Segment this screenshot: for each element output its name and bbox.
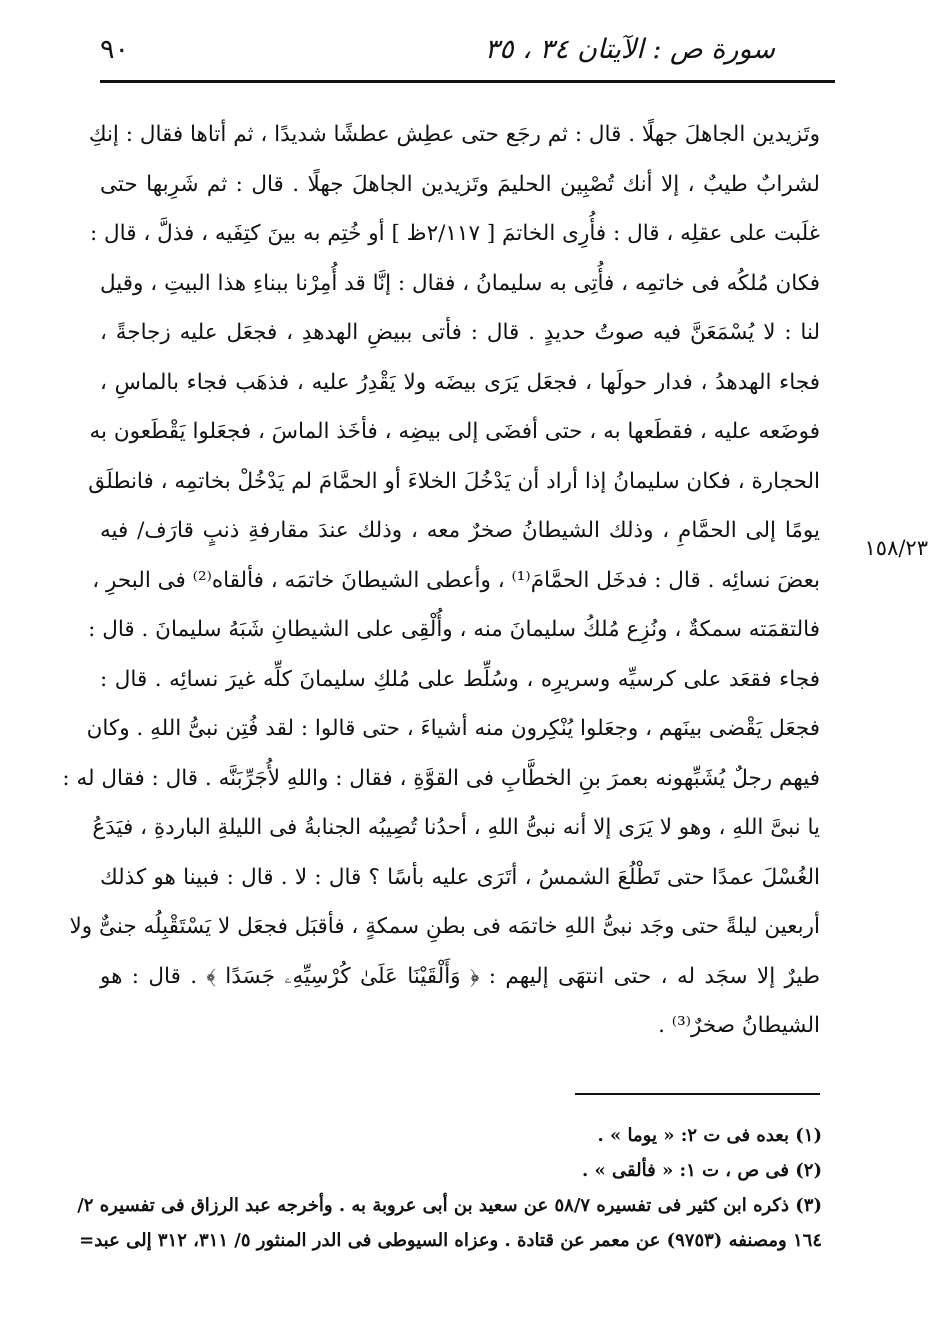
text-line: أربعين ليلةً حتى وجَد نبىُّ اللهِ خاتمَه فى بطنِ سمكةٍ ، فأقبَل فجعَل لا يَسْتَقْبِلُه جنىٌّ ولا bbox=[69, 914, 820, 939]
text-line: الحجارة ، فكان سليمانُ إذا أراد أن يَدْخُلَ الخلاءَ أو الحمَّامَ لم يَدْخُلْ بخاتمِه ، فانطلَق bbox=[88, 468, 820, 494]
text-line: فيهم رجلٌ يُشَبِّهونه بعمرَ بنِ الخطَّابِ فى القوَّةِ ، فقال : واللهِ لأُجَرِّبَنَّه . قال : فقال له : bbox=[62, 765, 820, 791]
main-text bbox=[62, 110, 820, 1051]
text-line: فجعَل يَقْضى بينَهم ، وجعَلوا يُنْكِرون منه أشياءَ ، حتى قالوا : لقد فُتِن نبىُّ اللهِ . وكان bbox=[86, 716, 820, 741]
text-line: طيرٌ إلا سجَد له ، حتى انتهَى إليهم : ﴿ وَأَلْقَيْنَا عَلَىٰ كُرْسِيِّهِۦ جَسَدًا ﴾ . قال : هو bbox=[100, 963, 820, 989]
footnote: ١٦٤ ومصنفه (٩٧٥٣) عن معمر عن قتادة . وعزاه السيوطى فى الدر المنثور ٥/ ٣١١، ٣١٢ إلى عبد= bbox=[79, 1230, 822, 1251]
page-header bbox=[100, 30, 835, 74]
text-line: فوضَعه عليه ، فقطَعها به ، حتى أفضَى إلى بيضِه ، فأخَذ الماسَ ، فجعَلوا يَقْطَعون به bbox=[89, 419, 820, 444]
text-line: يومًا إلى الحمَّامِ ، وذلك الشيطانُ صخرٌ معه ، وذلك عندَ مقارفةِ ذنبٍ قارَف/ فيه bbox=[100, 518, 820, 543]
text-line: غلَبت على عقلِه ، قال : فأُرِى الخاتمَ [ ٢/١١٧ظ ] أو خُتِم به بينَ كتِفَيه ، فذلَّ ، قال : bbox=[89, 221, 820, 246]
page-number: ٩٠ bbox=[100, 34, 130, 65]
footnote-rule bbox=[575, 1093, 820, 1095]
text-line: لشرابٌ طيبٌ ، إلا أنك تُصْبِين الحليمَ وتَزيدين الجاهلَ جهلًا . قال : ثم شَرِبها حتى bbox=[100, 171, 820, 197]
running-title: سورة ص : الآيتان ٣٤ ، ٣٥ bbox=[484, 34, 775, 65]
text-line: بعضَ نسائِه . قال : فدخَل الحمَّامَ⁽¹⁾ ، وأعطى الشيطانَ خاتمَه ، فألقاه⁽²⁾ فى البحرِ ، bbox=[92, 567, 820, 593]
text-line: فجاء الهدهدُ ، فدار حولَها ، فجعَل يَرَى بيضَه ولا يَقْدِرُ عليه ، فذهَب فجاء بالماسِ ، bbox=[100, 369, 820, 395]
footnotes bbox=[77, 1118, 822, 1258]
margin-reference: ١٥٨/٢٣ bbox=[864, 536, 928, 560]
text-line: يا نبىَّ اللهِ ، وهو لا يَرَى إلا أنه نبىُّ اللهِ ، أحدُنا تُصِيبُه الجنابةُ فى الليلةِ الباردةِ ، فيَدَعُ bbox=[92, 815, 820, 840]
footnote: (٣) ذكره ابن كثير فى تفسيره ٥٨/٧ عن سعيد بن أبى عروبة به . وأخرجه عبد الرزاق فى تفسيره ٢/ bbox=[77, 1195, 822, 1216]
text-line: فكان مُلكُه فى خاتمِه ، فأُتِى به سليمانُ ، فقال : إنَّا قد أُمِرْنا ببناءِ هذا البيتِ ، وقيل bbox=[100, 270, 820, 296]
footnote: (١) بعده فى ت ٢: « يوما » . bbox=[597, 1125, 822, 1146]
text-line: وتَزيدين الجاهلَ جهلًا . قال : ثم رجَع حتى عطِش عطشًا شديدًا ، ثم أتاها فقال : إنكِ bbox=[88, 122, 820, 147]
footnote: (٢) فى ص ، ت ١: « فألقى » . bbox=[581, 1160, 822, 1181]
header-rule bbox=[100, 80, 835, 83]
text-line: فالتقمَته سمكةٌ ، ونُزِع مُلكُ سليمانَ منه ، وأُلْقِى على الشيطانِ شَبَهُ سليمانَ . قال : bbox=[88, 617, 820, 642]
text-line: الشيطانُ صخرٌ⁽³⁾ . bbox=[658, 1013, 820, 1038]
text-line: الغُسْلَ عمدًا حتى تَطْلُعَ الشمسُ ، أتَرَى عليه بأسًا ؟ قال : لا . قال : فبينا هو كذلك bbox=[100, 864, 820, 890]
text-line: لنا : لا يُسْمَعَنَّ فيه صوتُ حديدٍ . قال : فأتى ببيضِ الهدهدِ ، فجعَل عليه زجاجةً ، bbox=[100, 320, 820, 345]
text-line: فجاء فقعَد على كرسيِّه وسريرِه ، وسُلِّط على مُلكِ سليمانَ كلِّه غيرَ نسائِه . قال : bbox=[100, 666, 820, 692]
